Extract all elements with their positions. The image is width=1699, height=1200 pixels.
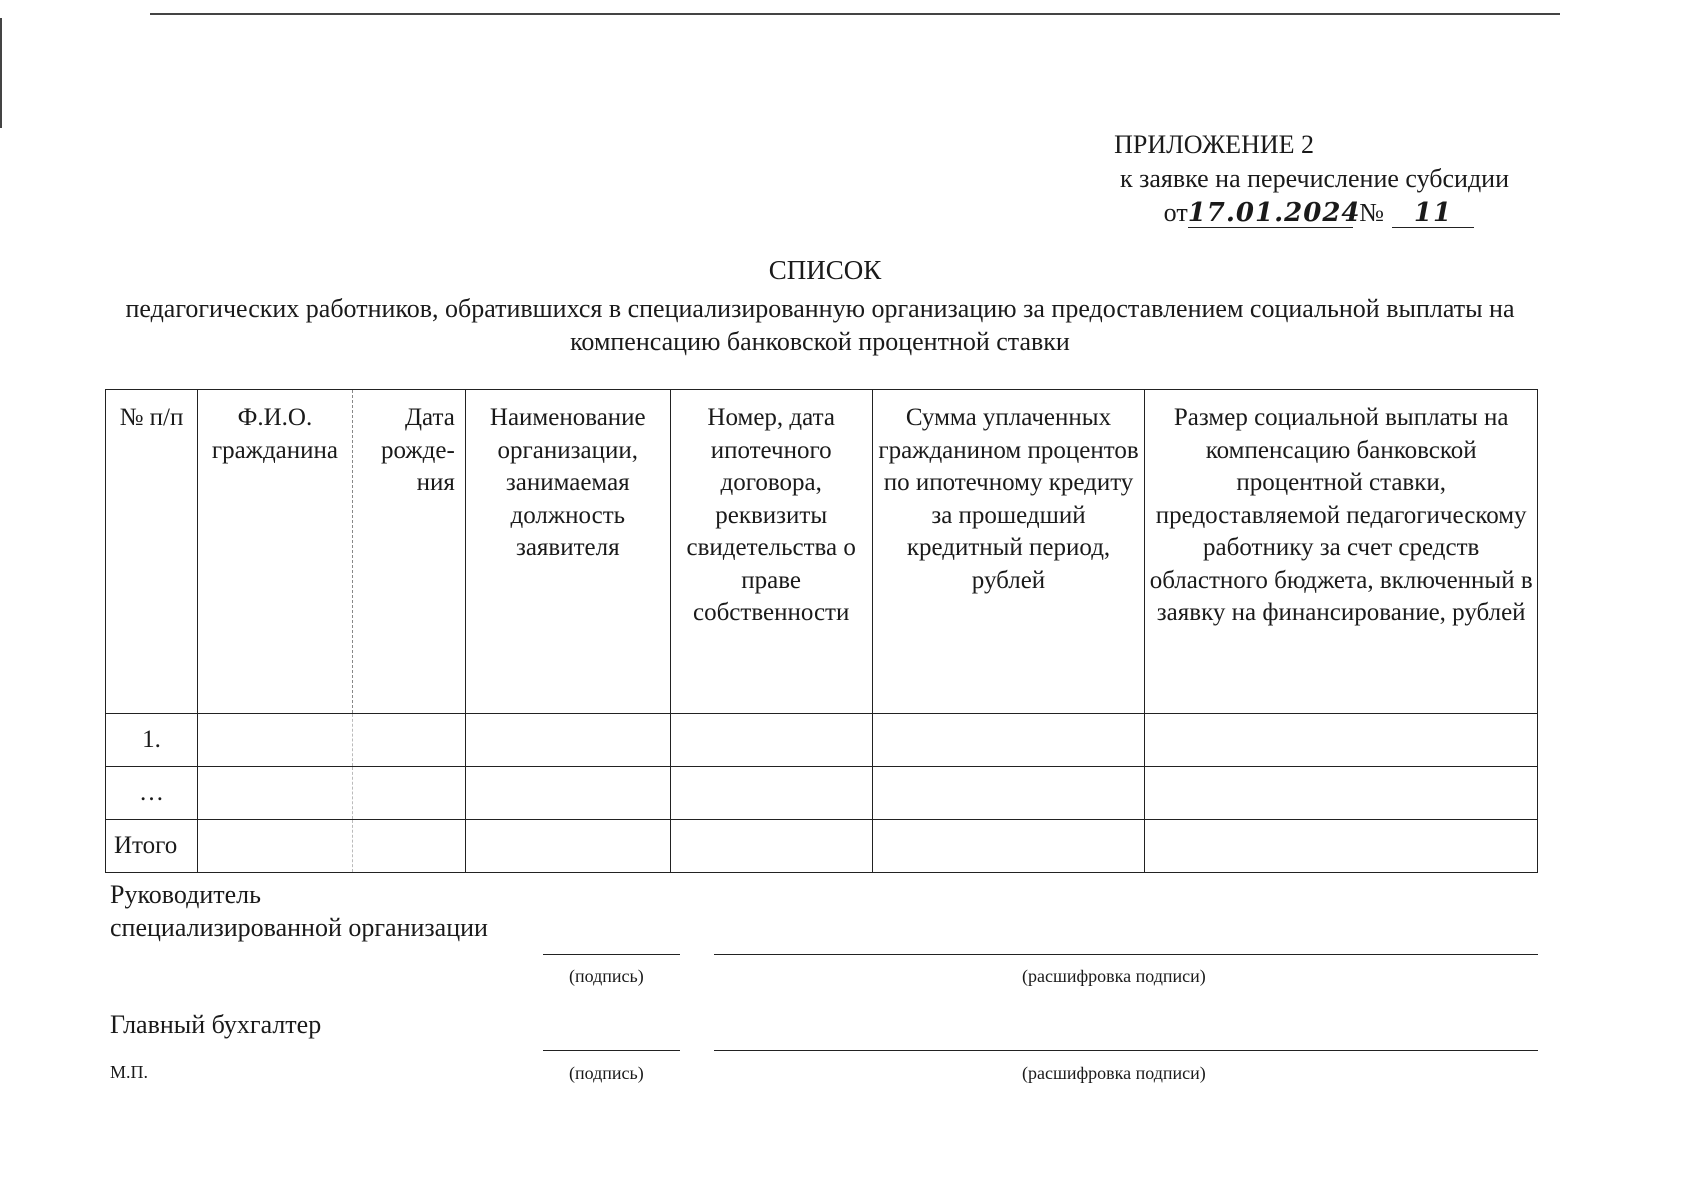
- document-title: СПИСОК: [768, 255, 882, 285]
- header-birth-date: Дата рожде-ния: [352, 390, 465, 714]
- head-signature-label: [110, 878, 488, 944]
- handwritten-number: 11: [1392, 199, 1474, 228]
- appendix-date-number: [909, 196, 1474, 230]
- head-label-line2: специализированной организации: [110, 913, 488, 942]
- cell-social-payment: [1145, 767, 1538, 820]
- head-signature-line: [543, 954, 680, 955]
- cell-interest-paid: [872, 714, 1145, 767]
- cell-mortgage-contract: [670, 714, 872, 767]
- cell-interest-paid: [872, 820, 1145, 873]
- header-full-name: Ф.И.О. гражданина: [197, 390, 352, 714]
- cell-organization: [465, 714, 670, 767]
- document-subtitle: педагогических работников, обратившихся в специализированную организацию за предоставлением социальной выплаты на компенсацию банковской процентной ставки: [125, 294, 1515, 356]
- cell-interest-paid: [872, 767, 1145, 820]
- cell-organization: [465, 820, 670, 873]
- cell-organization: [465, 767, 670, 820]
- cell-birth-date: [352, 820, 465, 873]
- appendix-title: ПРИЛОЖЕНИЕ 2: [1114, 130, 1314, 159]
- table-header-row: [106, 390, 1538, 714]
- accountant-decryption-caption: (расшифровка подписи): [1022, 1063, 1206, 1083]
- header-mortgage-contract: Номер, дата ипотечного договора, реквизиты свидетельства о праве собственности: [670, 390, 872, 714]
- stamp-label: М.П.: [110, 1062, 149, 1082]
- header-social-payment: Размер социальной выплаты на компенсацию банковской процентной ставки, предоставляемой педагогическому работнику за счет средств областного бюджета, включенный в заявку на финансирование, рублей: [1145, 390, 1538, 714]
- cell-full-name: [197, 714, 352, 767]
- head-decryption-caption: (расшифровка подписи): [1022, 966, 1206, 986]
- cell-birth-date: [352, 714, 465, 767]
- head-label-line1: Руководитель: [110, 880, 261, 909]
- table-row: [106, 767, 1538, 820]
- accountant-decryption-line: [714, 1050, 1538, 1051]
- scan-top-edge: [150, 13, 1560, 15]
- cell-mortgage-contract: [670, 820, 872, 873]
- cell-number: …: [106, 767, 198, 820]
- head-decryption-line: [714, 954, 1538, 955]
- teachers-table: [105, 389, 1538, 873]
- number-prefix: №: [1359, 198, 1384, 227]
- cell-social-payment: [1145, 714, 1538, 767]
- accountant-signature-label: Главный бухгалтер: [110, 1010, 322, 1039]
- appendix-header: [909, 128, 1509, 230]
- table-row: [106, 714, 1538, 767]
- header-number: № п/п: [106, 390, 198, 714]
- header-organization: Наименование организации, занимаемая должность заявителя: [465, 390, 670, 714]
- cell-total-label: Итого: [106, 820, 198, 873]
- cell-birth-date: [352, 767, 465, 820]
- cell-full-name: [197, 767, 352, 820]
- accountant-signature-line: [543, 1050, 680, 1051]
- scan-left-edge: [0, 18, 2, 128]
- appendix-subtitle: к заявке на перечисление субсидии: [1119, 164, 1509, 193]
- cell-social-payment: [1145, 820, 1538, 873]
- cell-full-name: [197, 820, 352, 873]
- date-prefix: от: [1163, 198, 1188, 227]
- head-signature-caption: (подпись): [569, 966, 644, 986]
- handwritten-date: 17.01.2024: [1187, 198, 1361, 228]
- header-interest-paid: Сумма уплаченных гражданином процентов по ипотечному кредиту за прошедший кредитный период, рублей: [872, 390, 1145, 714]
- cell-mortgage-contract: [670, 767, 872, 820]
- table-total-row: [106, 820, 1538, 873]
- accountant-signature-caption: (подпись): [569, 1063, 644, 1083]
- cell-number: 1.: [106, 714, 198, 767]
